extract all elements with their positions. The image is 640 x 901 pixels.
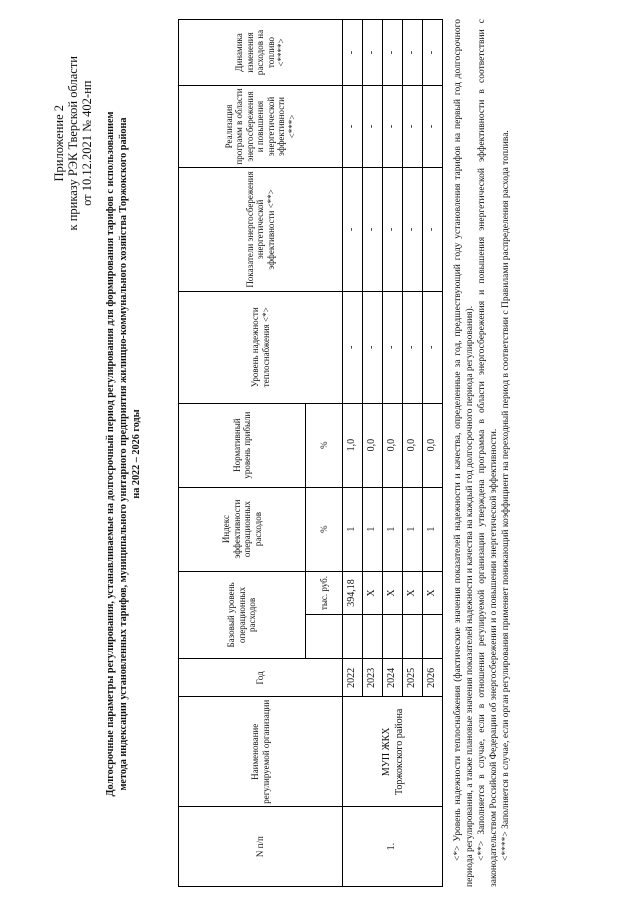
cell-year: 2025 [403,659,423,697]
cell-base-blank [383,615,403,659]
row-number: 1. [343,807,443,887]
header-fuel-dynamics: Динамика изменения расходов на топливо <****> [179,20,343,86]
header-energy-saving: Показатели энергосбережения энергетической эффективности <**> [179,167,343,291]
cell-energy: - [383,167,403,291]
header-efficiency-index: Индекс эффективности операционных расходов [179,487,306,571]
cell-program: - [403,86,423,168]
header-base-opex: Базовый уровень операционных расходов [179,571,306,659]
header-year: Год [179,659,343,697]
cell-profit: 0,0 [403,403,423,487]
cell-reliability: - [363,291,383,403]
cell-reliability: - [343,291,363,403]
cell-reliability: - [383,291,403,403]
cell-program: - [383,86,403,168]
table-row [343,20,363,887]
cell-base-blank [363,615,383,659]
cell-year: 2023 [363,659,383,697]
cell-base: X [363,571,383,615]
footnote-energy-program: <**> Заполняется в случае, если в отношении регулируемой организации утверждена программа в области энергосбережения и повышения энергетической эффективности в соответствии с законодательством Российской Федерации об энергосбережении и о повышении энергетической эффективности. [477,19,499,887]
cell-base-blank [403,615,423,659]
cell-program: - [363,86,383,168]
unit-base: тыс. руб. [306,571,343,615]
unit-profit: % [306,403,343,487]
cell-base: X [423,571,443,615]
cell-index: 1 [363,487,383,571]
footnote-fuel: <****> Заполняется в случае, если орган регулирования применяет понижающий коэффициент на переходный период в соответствии с Правилами распределения расхода топлива. [501,130,511,861]
cell-fuel: - [423,20,443,86]
table-header-row [179,20,306,887]
cell-reliability: - [423,291,443,403]
cell-profit: 0,0 [423,403,443,487]
parameters-table [178,19,443,887]
footnote-reliability: <*> Уровень надежности теплоснабжения (фактические значения показателей надежности и качества, определенные за год, предшествующий году установления тарифов на первый год долгосрочного периода регулирования, а также плановые значения показателей надежности и качества на каждый год долгосрочного периода регулирования). [453,19,475,887]
cell-energy: - [403,167,423,291]
cell-profit: 1,0 [343,403,363,487]
header-reliability: Уровень надежности теплоснабжения <*> [179,291,343,403]
cell-base: X [383,571,403,615]
appendix-header [52,56,94,230]
cell-reliability: - [403,291,423,403]
cell-year: 2022 [343,659,363,697]
cell-year: 2024 [383,659,403,697]
cell-energy: - [343,167,363,291]
cell-profit: 0,0 [363,403,383,487]
title-line-2: метода индексации установленных тарифов, муниципального унитарного предприятия жилищно-коммунального хозяйства Торжокского района [118,117,129,791]
cell-program: - [343,86,363,168]
title-line-1: Долгосрочные параметры регулирования, устанавливаемые на долгосрочный период регулирования для формирования тарифов с использованием [105,111,116,797]
header-program: Реализация программ в области энергосбережения и повышения энергетической эффективности <***> [179,86,343,168]
cell-base-blank [343,615,363,659]
footnotes [452,19,512,887]
cell-index: 1 [383,487,403,571]
unit-index: % [306,487,343,571]
appendix-label: Приложение 2 [52,105,66,182]
order-reference: к приказу РЭК Тверской области [66,56,80,231]
unit-base-blank [306,615,343,659]
document-title [104,39,143,869]
cell-base: X [403,571,423,615]
cell-energy: - [423,167,443,291]
header-profit-level: Нормативный уровень прибыли [179,403,306,487]
order-date: от 10.12.2021 № 402-нп [80,80,94,206]
cell-fuel: - [343,20,363,86]
header-organization: Наименование регулируемой организации [179,697,343,807]
cell-index: 1 [343,487,363,571]
cell-fuel: - [363,20,383,86]
header-number: N п/п [179,807,343,887]
cell-program: - [423,86,443,168]
cell-base: 394,18 [343,571,363,615]
cell-base-blank [423,615,443,659]
cell-index: 1 [403,487,423,571]
cell-energy: - [363,167,383,291]
cell-index: 1 [423,487,443,571]
cell-profit: 0,0 [383,403,403,487]
organization-name: МУП ЖКХ Торжокского района [343,697,443,807]
cell-year: 2026 [423,659,443,697]
cell-fuel: - [403,20,423,86]
title-line-3: на 2022 – 2026 годы [131,409,142,499]
cell-fuel: - [383,20,403,86]
